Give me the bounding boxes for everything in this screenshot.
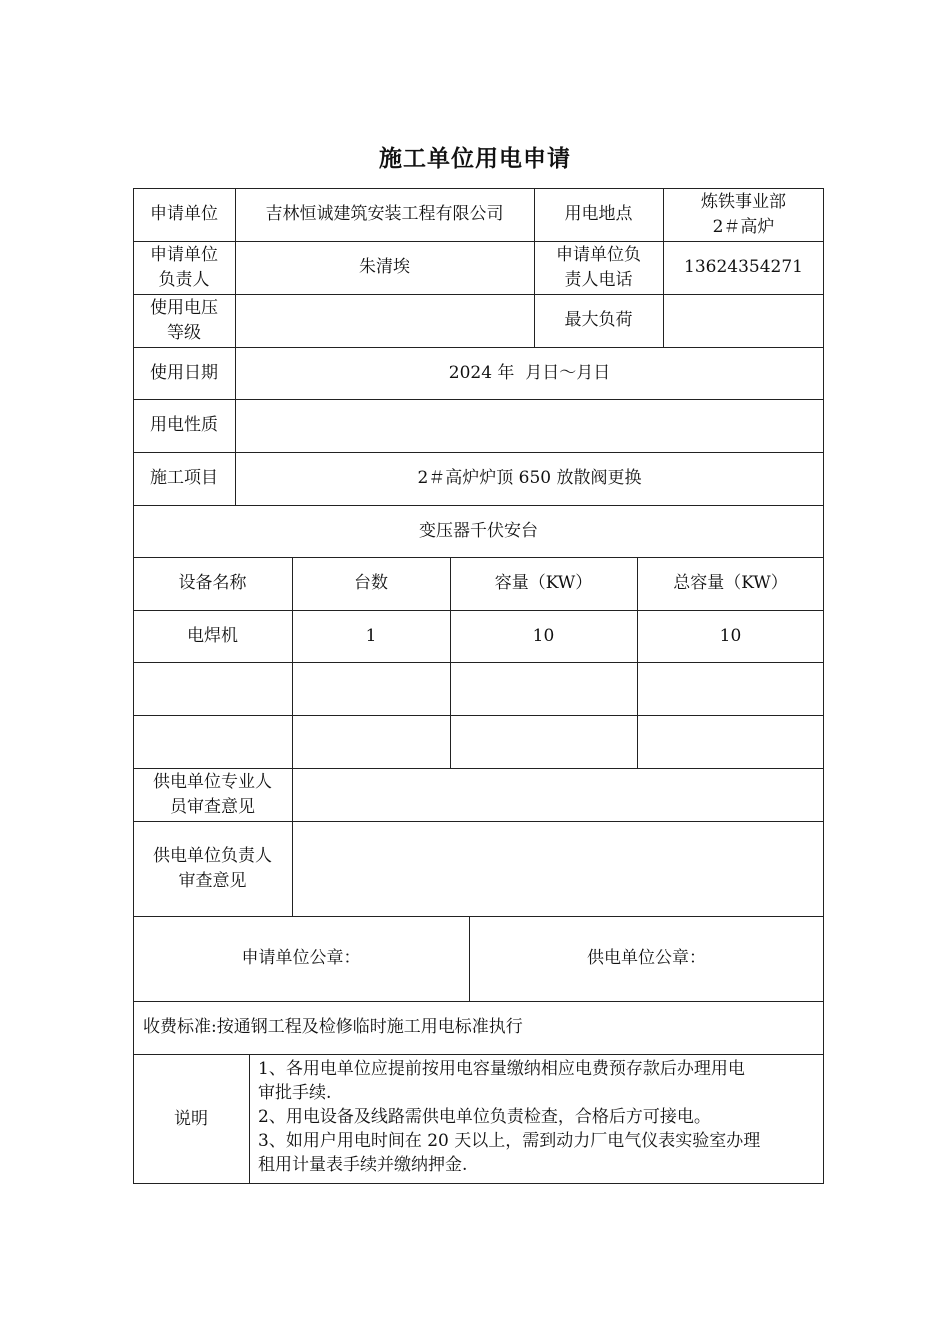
- notes-content: [258, 1057, 818, 1177]
- location-value-line1: 炼铁事业部: [701, 191, 786, 212]
- equipment-cell: [133, 662, 292, 715]
- phone-label-line2: 责人电话: [564, 269, 633, 290]
- manager-label-line1: 申请单位: [150, 244, 218, 265]
- manager-review-value: [292, 821, 824, 916]
- location-value: [663, 188, 824, 241]
- note-line: 3、如用户用电时间在 20 天以上，需到动力厂电气仪表实验室办理: [258, 1131, 761, 1151]
- location-label: 用电地点: [564, 204, 633, 224]
- note-line: 租用计量表手续并缴纳押金.: [258, 1155, 468, 1175]
- location-value-line2: 2＃高炉: [712, 216, 775, 237]
- transformer-info: 变压器千伏安台: [419, 520, 538, 541]
- usage-date-label: 使用日期: [150, 362, 218, 383]
- applicant-unit-value: 吉林恒诚建筑安装工程有限公司: [265, 204, 504, 224]
- phone-label: [534, 241, 663, 294]
- professional-review-label: [133, 768, 292, 821]
- equipment-cell: [292, 662, 450, 715]
- notes-label: 说明: [174, 1108, 208, 1129]
- equipment-cell: [450, 715, 637, 768]
- equipment-header-count: 台数: [354, 573, 388, 593]
- voltage-value: [235, 294, 534, 347]
- max-load-value: [663, 294, 824, 347]
- project-label: 施工项目: [150, 468, 218, 488]
- professional-review-label-line1: 供电单位专业人: [153, 771, 272, 792]
- equipment-cell: [292, 715, 450, 768]
- professional-review-label-line2: 员审查意见: [170, 796, 255, 817]
- note-line: 审批手续.: [258, 1083, 332, 1103]
- project-value: 2＃高炉炉顶 650 放散阀更换: [417, 468, 642, 488]
- phone-label-line1: 申请单位负: [556, 244, 641, 265]
- equipment-cell: [637, 715, 824, 768]
- equipment-cell: 电焊机: [187, 625, 238, 646]
- manager-value: 朱清埃: [359, 257, 410, 277]
- fee-standard: 收费标准:按通钢工程及检修临时施工用电标准执行: [143, 1017, 523, 1037]
- voltage-label-line2: 等级: [167, 322, 201, 343]
- equipment-cell: [450, 662, 637, 715]
- page-title: 施工单位用电申请: [379, 145, 571, 172]
- note-line: 1、各用电单位应提前按用电容量缴纳相应电费预存款后办理用电: [258, 1059, 745, 1079]
- equipment-cell: [133, 715, 292, 768]
- column-divider: [249, 1054, 250, 1184]
- applicant-unit-label: 申请单位: [150, 204, 218, 224]
- equipment-header-name: 设备名称: [178, 573, 247, 593]
- manager-label: [133, 241, 235, 294]
- equipment-header-total: 总容量（KW）: [673, 573, 788, 593]
- equipment-cell: 10: [719, 625, 742, 646]
- voltage-label-line1: 使用电压: [150, 297, 218, 318]
- note-line: 2、用电设备及线路需供电单位负责检查，合格后方可接电。: [258, 1107, 711, 1127]
- usage-date-value: 2024 年 月日～月日: [448, 362, 611, 383]
- manager-review-label: [133, 821, 292, 916]
- professional-review-value: [292, 768, 824, 821]
- equipment-cell: [637, 662, 824, 715]
- equipment-cell: 1: [365, 625, 377, 646]
- manager-review-label-line2: 审查意见: [178, 870, 247, 891]
- max-load-label: 最大负荷: [564, 310, 633, 330]
- supplier-seal: 供电单位公章：: [587, 948, 706, 968]
- usage-nature-label: 用电性质: [150, 415, 218, 435]
- usage-nature-value: [235, 399, 824, 452]
- voltage-label: [133, 294, 235, 347]
- applicant-seal: 申请单位公章：: [241, 948, 361, 968]
- manager-review-label-line1: 供电单位负责人: [153, 845, 272, 866]
- manager-label-line2: 负责人: [158, 269, 210, 290]
- equipment-header-capacity: 容量（KW）: [494, 573, 593, 593]
- equipment-cell: 10: [532, 625, 555, 646]
- phone-value: 13624354271: [684, 257, 803, 277]
